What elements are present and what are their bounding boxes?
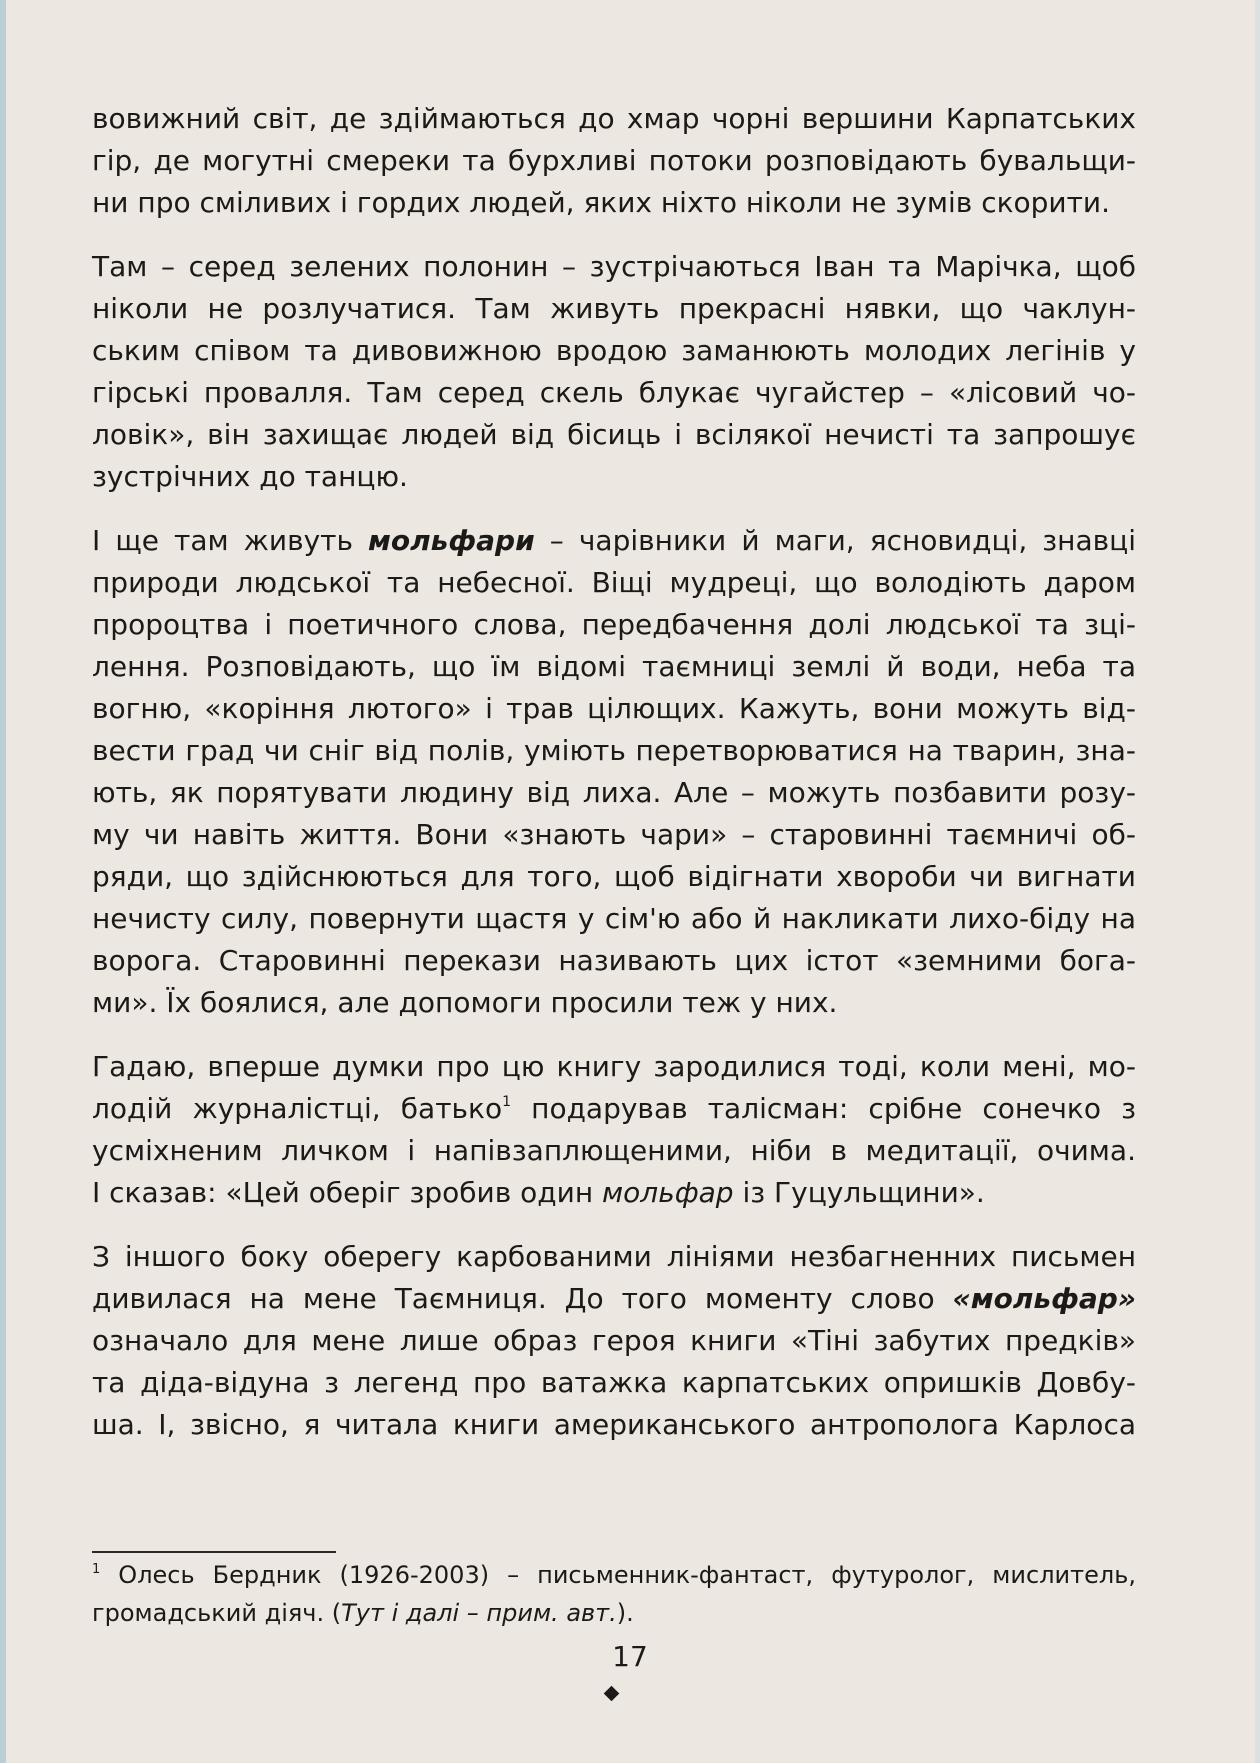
footnote-divider xyxy=(92,1551,336,1553)
text-line: зустрічних до танцю. xyxy=(92,460,408,493)
text-line: природи людської та небесної. Віщі мудреці, що володіють даром xyxy=(92,566,1136,599)
text-run: І ще там живуть xyxy=(92,524,369,557)
text-line: му чи навіть життя. Вони «знають чари» – старовинні таємничі об- xyxy=(92,818,1136,851)
footnote-ref[interactable]: 1 xyxy=(502,1094,511,1110)
text-line: ни про сміливих і гордих людей, яких ніхто ніколи не зумів скорити. xyxy=(92,186,1111,219)
text-line: гірські провалля. Там серед скель блукає чугайстер – «лісовий чо- xyxy=(92,376,1136,409)
text-run: ). xyxy=(616,1599,634,1627)
text-run: подарував талісман: срібне сонечко з xyxy=(511,1092,1136,1125)
text-line: ряди, що здійснюються для того, щоб відігнати хвороби чи вигнати xyxy=(92,860,1136,893)
text-line: ми». Їх боялися, але допомоги просили теж у них. xyxy=(92,986,838,1019)
paragraph-4 xyxy=(92,1046,1136,1214)
diamond-ornament-icon xyxy=(604,1686,620,1702)
paragraph-3 xyxy=(92,520,1136,1024)
text-run: І сказав: «Цей оберіг зробив один xyxy=(92,1176,603,1209)
footnote-marker: 1 xyxy=(92,1562,101,1577)
text-run: громадський діяч. ( xyxy=(92,1599,342,1627)
text-line: ша. І, звісно, я читала книги американського антрополога Карлоса xyxy=(92,1408,1136,1441)
text-line xyxy=(92,1172,1136,1214)
text-line: ським співом та дивовижною вродою заманюють молодих легінів у xyxy=(92,334,1136,367)
text-run: Олесь Бердник (1926-2003) – письменник-фантаст, футуролог, мислитель, xyxy=(100,1561,1136,1589)
text-line: лення. Розповідають, що їм відомі таємниці землі й води, неба та xyxy=(92,650,1136,683)
text-line: ворога. Старовинні перекази називають цих істот «земними бога- xyxy=(92,944,1136,977)
body-text xyxy=(92,98,1136,1468)
page-left-edge xyxy=(0,0,6,1763)
footnote-line xyxy=(92,1594,1136,1632)
text-line: ють, як порятувати людину від лиха. Але – можуть позбавити розу- xyxy=(92,776,1136,809)
page-number: 17 xyxy=(612,1640,648,1673)
footnote xyxy=(92,1556,1136,1632)
footnote-line xyxy=(92,1556,1136,1594)
text-line: вести град чи сніг від полів, уміють перетворюватися на тварин, зна- xyxy=(92,734,1136,767)
emphasis-term: «мольфар» xyxy=(952,1282,1136,1315)
text-line: З іншого боку оберегу карбованими лініями незбагненних письмен xyxy=(92,1240,1136,1273)
text-line xyxy=(92,1088,1136,1130)
paragraph-2 xyxy=(92,246,1136,498)
italic-term: мольфар xyxy=(602,1176,734,1209)
text-run: лодій журналістці, батько xyxy=(92,1092,503,1125)
text-line: Там – серед зелених полонин – зустрічаються Іван та Марічка, щоб xyxy=(92,250,1136,283)
paragraph-5 xyxy=(92,1236,1136,1446)
page-right-edge xyxy=(1255,0,1260,1763)
text-line xyxy=(92,520,1136,562)
paragraph-1 xyxy=(92,98,1136,224)
text-run: дивилася на мене Таємниця. До того моменту слово xyxy=(92,1282,953,1315)
text-line: та діда-відуна з легенд про ватажка карпатських опришків Довбу- xyxy=(92,1366,1136,1399)
text-line: означало для мене лише образ героя книги «Тіні забутих предків» xyxy=(92,1324,1136,1357)
italic-note: Тут і далі – прим. авт. xyxy=(341,1599,617,1627)
text-line: нечисту силу, повернути щастя у сім'ю або й накликати лихо-біду на xyxy=(92,902,1136,935)
text-run: із Гуцульщини». xyxy=(733,1176,985,1209)
text-line: вовижний світ, де здіймаються до хмар чорні вершини Карпатських xyxy=(92,102,1136,135)
text-line: ніколи не розлучатися. Там живуть прекрасні нявки, що чаклун- xyxy=(92,292,1136,325)
text-line: вогню, «коріння лютого» і трав цілющих. Кажуть, вони можуть від- xyxy=(92,692,1136,725)
text-line xyxy=(92,1278,1136,1320)
text-line: усміхненим личком і напівзаплющеними, ніби в медитації, очима. xyxy=(92,1134,1136,1167)
text-line: пророцтва і поетичного слова, передбачення долі людської та зці- xyxy=(92,608,1136,641)
text-line: гір, де могутні смереки та бурхливі потоки розповідають бувальщи- xyxy=(92,144,1136,177)
text-run: – чарівники й маги, ясновидці, знавці xyxy=(534,524,1136,557)
emphasis-term: мольфари xyxy=(368,524,535,557)
text-line: Гадаю, вперше думки про цю книгу зародилися тоді, коли мені, мо- xyxy=(92,1050,1136,1083)
text-line: ловік», він захищає людей від бісиць і всілякої нечисті та запрошує xyxy=(92,418,1136,451)
